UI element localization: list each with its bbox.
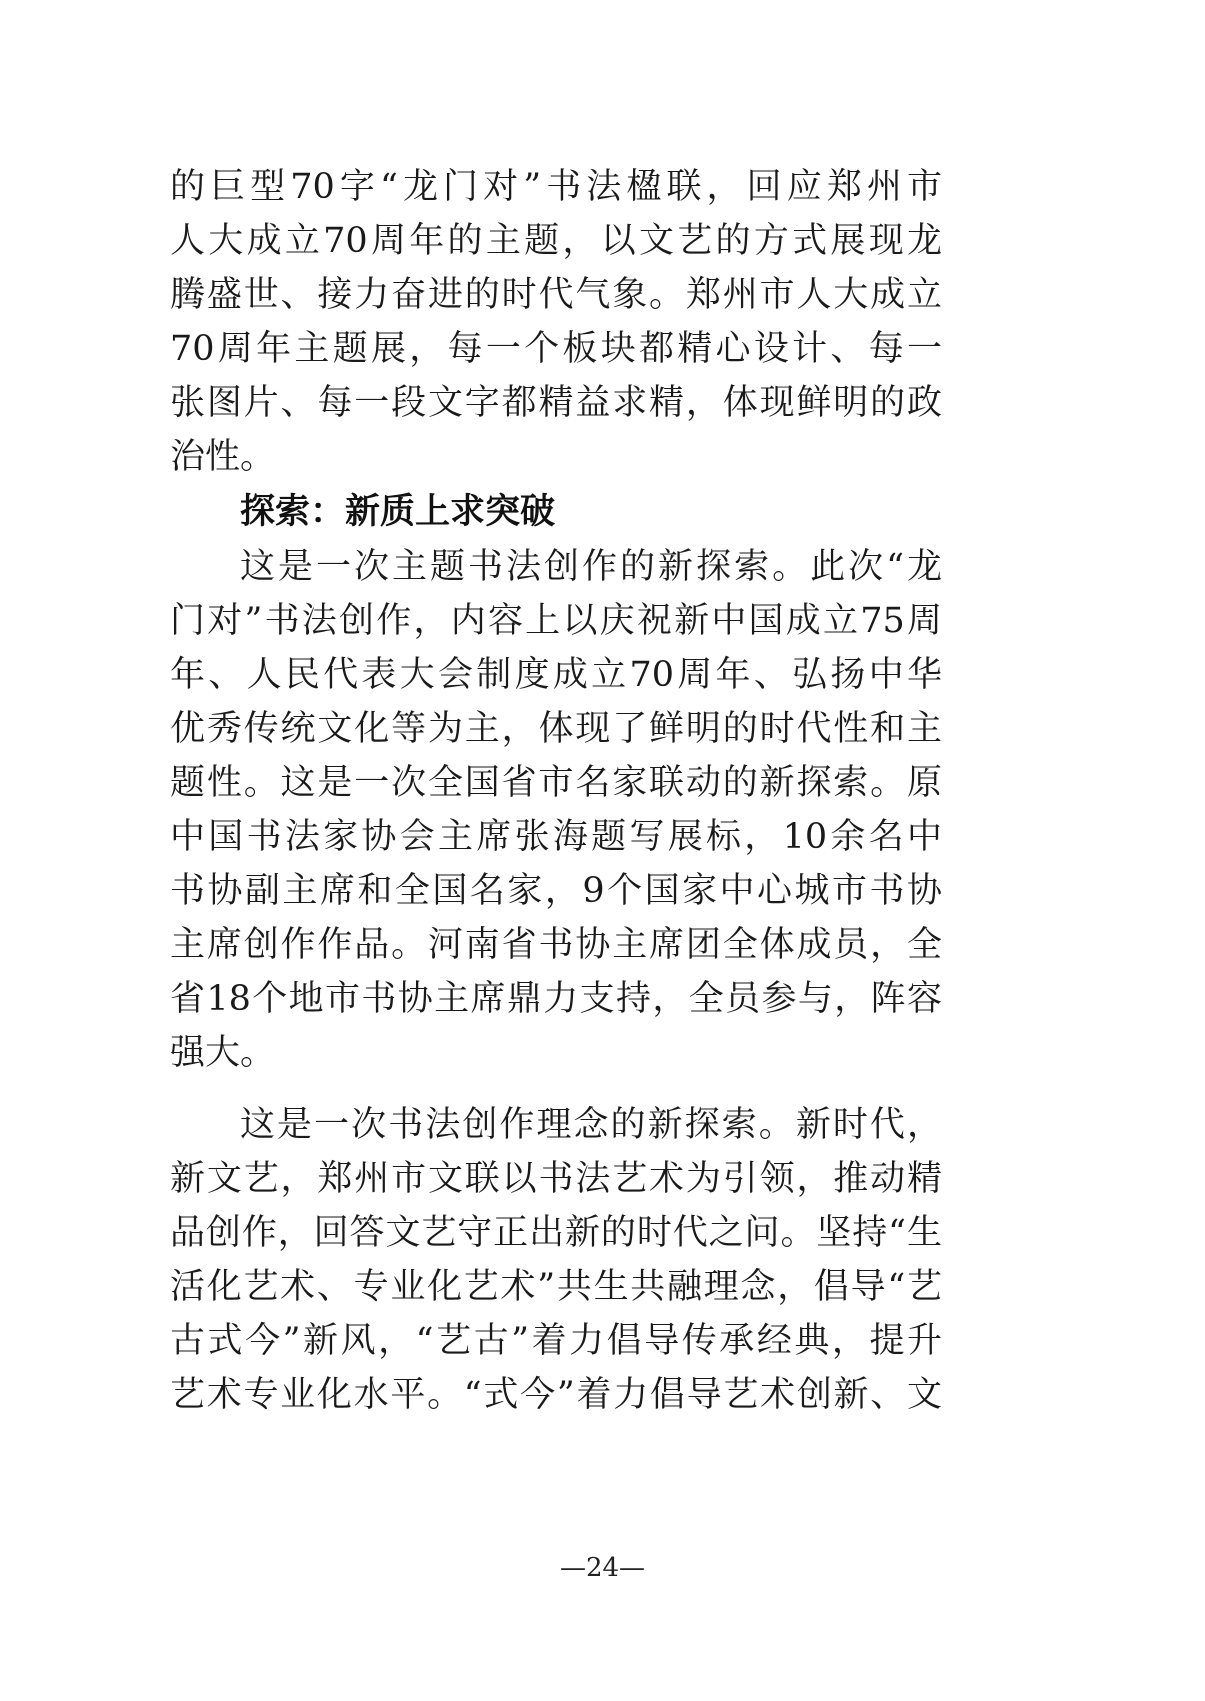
text-line: 腾盛世、接力奋进的时代气象。郑州市人大成立 [170, 275, 942, 315]
text-line: 人大成立70周年的主题，以文艺的方式展现龙 [170, 221, 942, 261]
text-line: 张图片、每一段文字都精益求精，体现鲜明的政 [170, 383, 942, 423]
text-line: 题性。这是一次全国省市名家联动的新探索。原 [170, 763, 942, 803]
text-line: 年、人民代表大会制度成立70周年、弘扬中华 [170, 655, 942, 695]
text-line: 这是一次书法创作理念的新探索。新时代， [240, 1105, 942, 1145]
text-line: 门对”书法创作，内容上以庆祝新中国成立75周 [170, 601, 942, 641]
text-line: 省18个地市书协主席鼎力支持，全员参与，阵容 [170, 979, 942, 1019]
text-line: 治性。 [170, 437, 276, 477]
page-number: —24— [559, 1553, 646, 1583]
section-heading: 探索：新质上求突破 [240, 492, 556, 532]
text-line: 艺术专业化水平。“式今”着力倡导艺术创新、文 [170, 1375, 942, 1415]
text-line: 70周年主题展，每一个板块都精心设计、每一 [170, 329, 942, 369]
text-line: 的巨型70字“龙门对”书法楹联，回应郑州市 [170, 167, 942, 207]
text-line: 品创作，回答文艺守正出新的时代之问。坚持“生 [170, 1213, 942, 1253]
text-line: 强大。 [170, 1033, 276, 1073]
text-line: 新文艺，郑州市文联以书法艺术为引领，推动精 [170, 1159, 942, 1199]
text-line: 主席创作作品。河南省书协主席团全体成员，全 [170, 925, 942, 965]
text-line: 中国书法家协会主席张海题写展标，10余名中 [170, 817, 942, 857]
text-line: 优秀传统文化等为主，体现了鲜明的时代性和主 [170, 709, 942, 749]
text-line: 古式今”新风，“艺古”着力倡导传承经典，提升 [170, 1321, 942, 1361]
text-line: 活化艺术、专业化艺术”共生共融理念，倡导“艺 [170, 1267, 942, 1307]
text-line: 这是一次主题书法创作的新探索。此次“龙 [240, 547, 942, 587]
text-line: 书协副主席和全国名家，9个国家中心城市书协 [170, 871, 942, 911]
